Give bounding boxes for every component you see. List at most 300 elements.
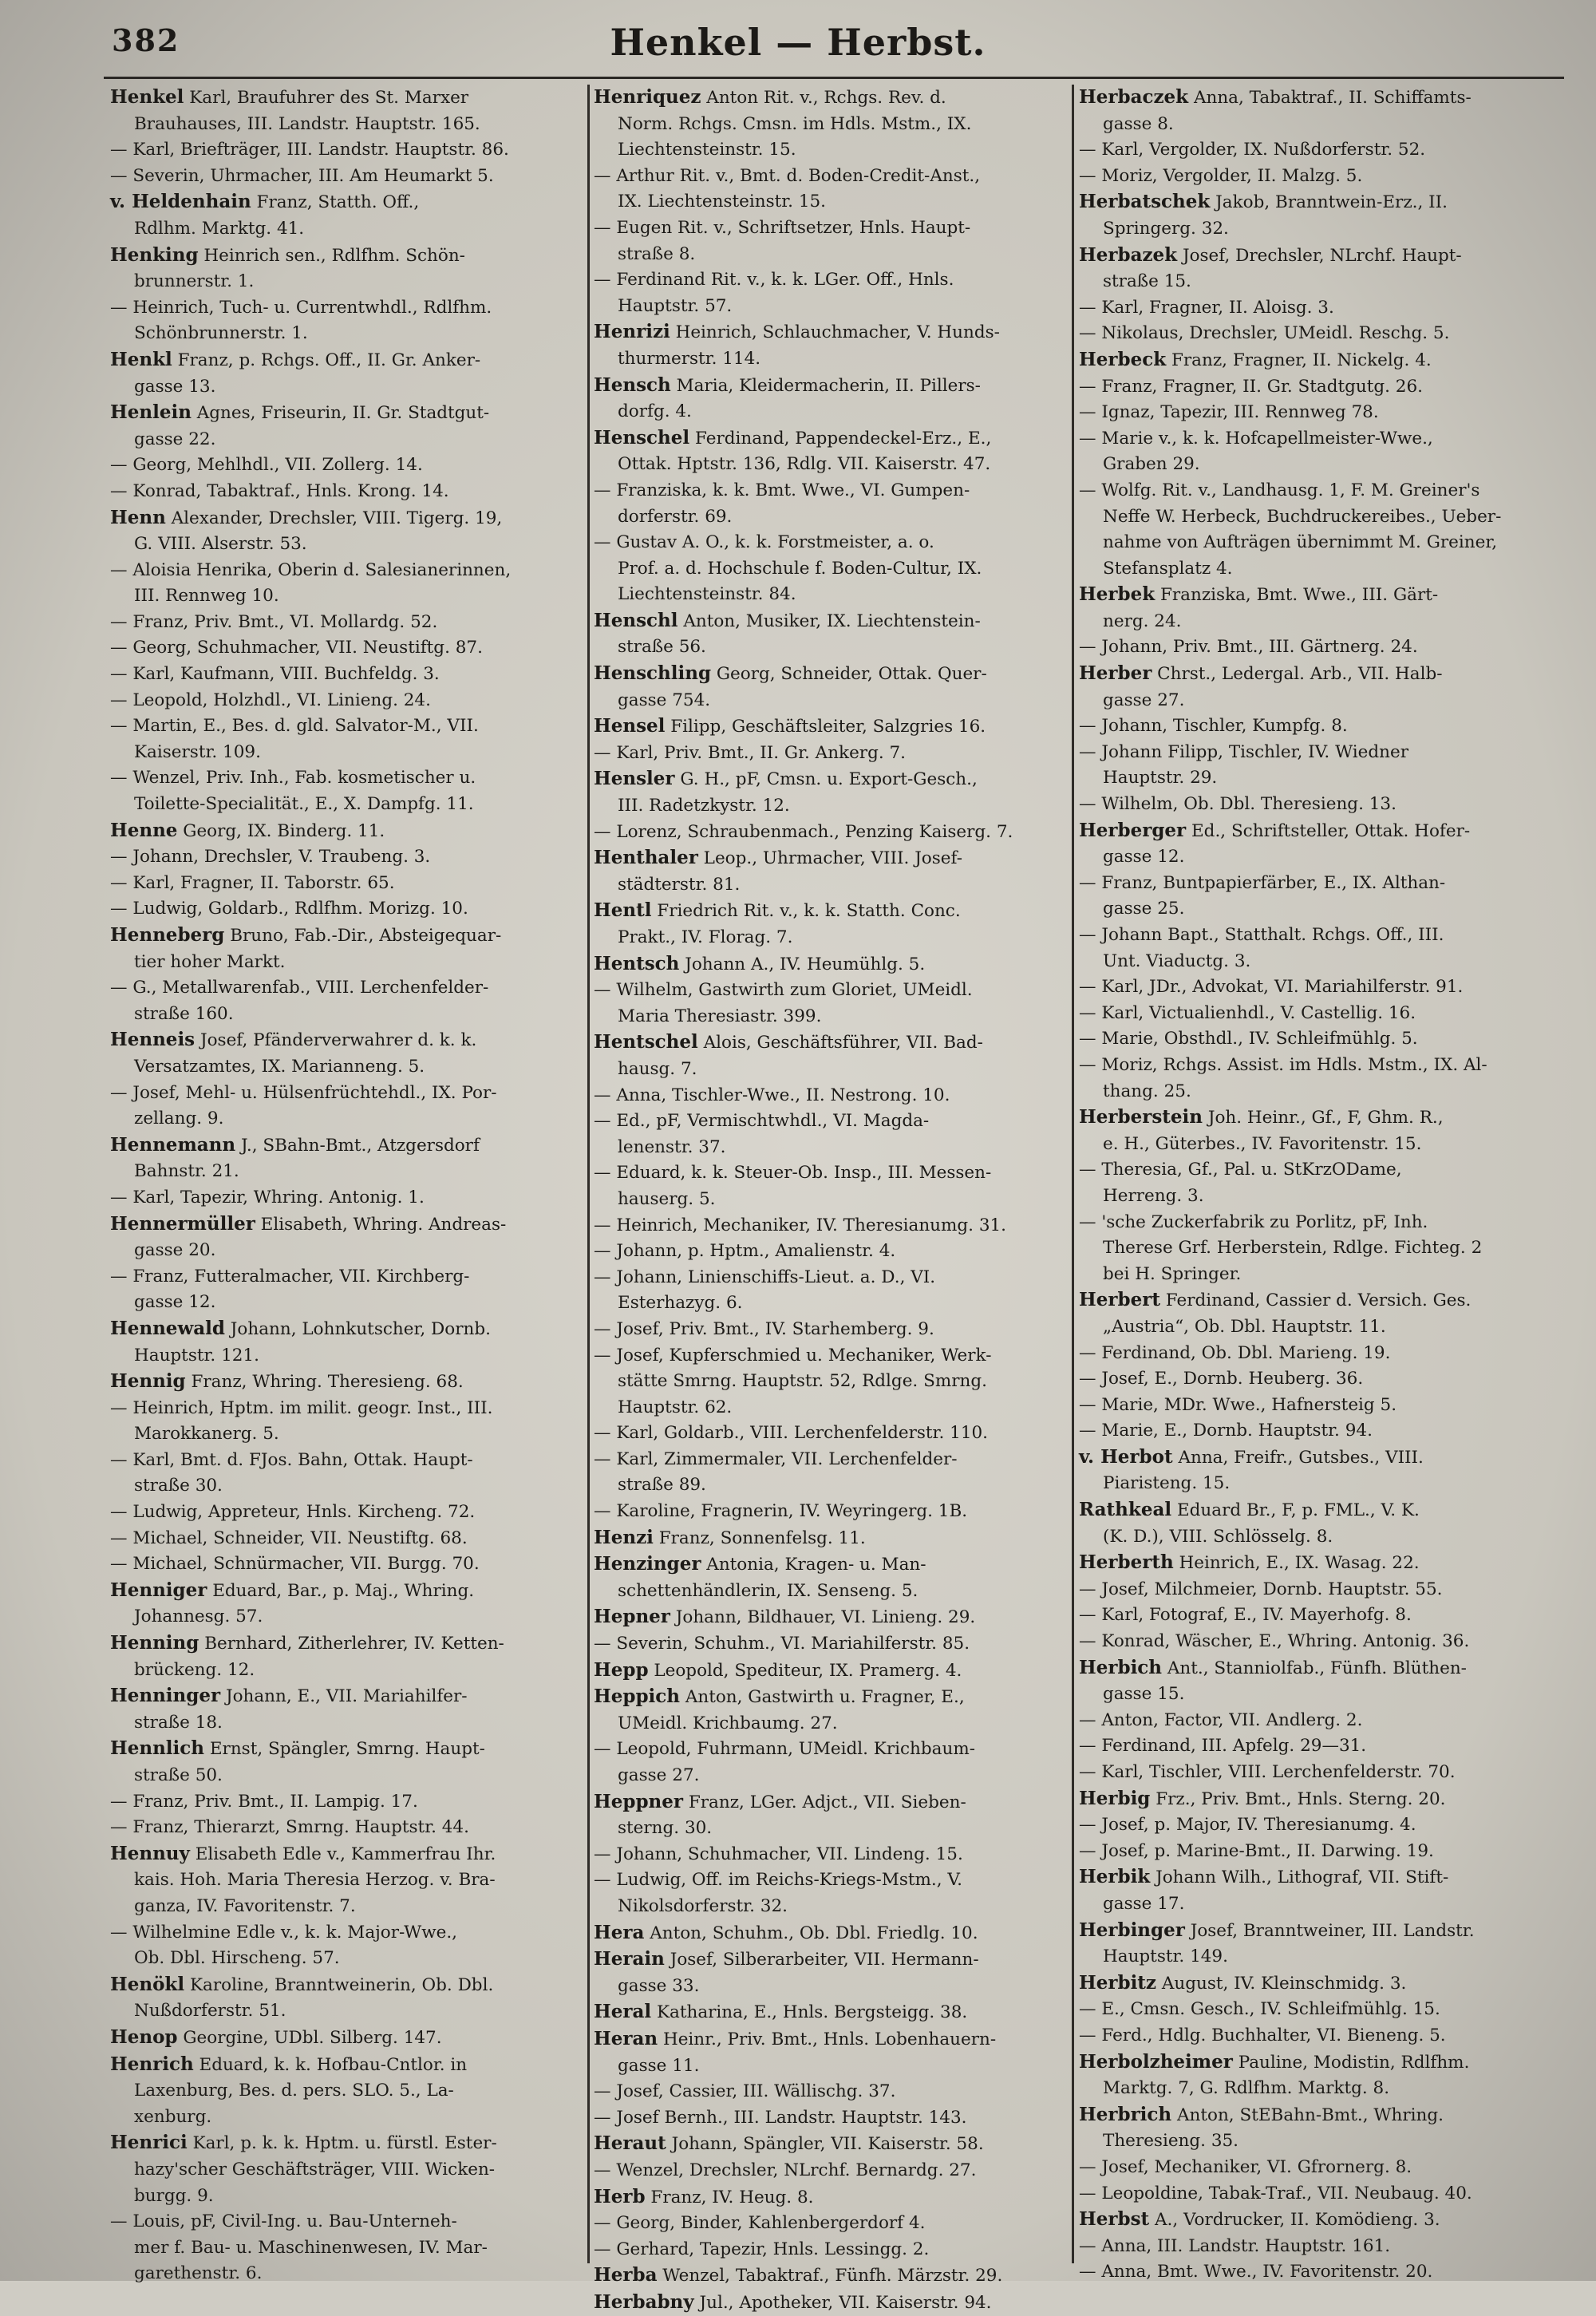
entry-surname: Henrizi [594,321,670,343]
directory-line [1079,216,1550,243]
entry-text: brückeng. 12. [134,1659,255,1680]
directory-line [1079,949,1550,975]
directory-entry [594,1551,1065,1579]
entry-text: — Josef, Mechaniker, VI. Gfrornerg. 8. [1079,2156,1412,2177]
directory-line [594,189,1065,215]
directory-line [1079,765,1550,792]
entry-surname: Hennewald [110,1317,225,1339]
directory-line [1079,295,1550,322]
entry-text: — Eduard, k. k. Steuer-Ob. Insp., III. Messen- [594,1163,992,1184]
directory-line [1079,1001,1550,1027]
directory-line [594,1842,1065,1868]
entry-text: Ob. Dbl. Hirscheng. 57. [134,1948,340,1969]
entry-text: gasse 27. [1103,690,1185,710]
entry-surname: Henschl [594,609,678,631]
entry-text: — Anna, III. Landstr. Hauptstr. 161. [1079,2235,1391,2256]
entry-text: — Karl, Vergolder, IX. Nußdorferstr. 52. [1079,140,1426,160]
entry-text: — Franz, Thierarzt, Smrng. Hauptstr. 44. [110,1817,469,1838]
directory-line [1079,426,1550,453]
entry-text: — Franz, Fragner, II. Gr. Stadtgutg. 26. [1079,376,1423,397]
directory-entry [1079,1287,1550,1314]
directory-entry [110,400,581,427]
directory-line [110,635,581,662]
running-head: Henkel — Herbst. [610,21,986,64]
entry-surname: Herbich [1079,1656,1163,1678]
entry-text: Jakob, Branntwein-Erz., II. [1210,192,1448,213]
entry-text: Agnes, Friseurin, II. Gr. Stadtgut- [191,403,490,424]
directory-line [594,1239,1065,1265]
directory-line [110,374,581,401]
entry-text: (K. D.), VIII. Schlösselg. 8. [1103,1526,1333,1547]
directory-line [1079,1708,1550,1734]
entry-text: Maria Theresiastr. 399. [618,1006,822,1026]
entry-text: straße 8. [618,243,696,264]
entry-text: Johann, Bildhauer, VI. Linieng. 29. [670,1607,976,1628]
directory-entry [110,1316,581,1343]
column-1 [110,85,581,2284]
entry-text: hausg. 7. [618,1058,697,1079]
directory-line [594,215,1065,242]
entry-text: thurmerstr. 114. [618,348,761,369]
entry-text: Springerg. 32. [1103,218,1229,239]
entry-text: gasse 754. [618,690,711,710]
directory-line [1079,634,1550,661]
directory-line [1079,2234,1550,2260]
directory-line [110,295,581,322]
entry-text: — Josef, p. Marine-Bmt., II. Darwing. 19. [1079,1840,1434,1861]
directory-line [1079,2181,1550,2207]
directory-line [110,662,581,688]
directory-entry [594,2184,1065,2211]
entry-text: — Wilhelm, Ob. Dbl. Theresieng. 13. [1079,794,1396,815]
directory-entry [594,1604,1065,1631]
entry-surname: Herberstein [1079,1106,1203,1128]
entry-text: Heinrich sen., Rdlfhm. Schön- [198,245,465,266]
directory-line [1079,923,1550,949]
directory-line [594,2079,1065,2105]
entry-surname: Hensel [594,715,666,737]
directory-line [1079,2023,1550,2049]
entry-surname: Henneberg [110,924,225,946]
directory-entry [594,845,1065,872]
directory-entry [594,85,1065,112]
entry-text: — Ludwig, Off. im Reichs-Kriegs-Mstm., V. [594,1870,962,1891]
entry-text: III. Radetzkystr. 12. [618,796,790,816]
directory-line [110,558,581,584]
entry-text: Hauptstr. 121. [134,1345,259,1365]
entry-surname: Heraut [594,2132,666,2155]
directory-entry [594,1946,1065,1974]
entry-text: zellang. 9. [134,1109,224,1129]
entry-surname: Herbaczek [1079,86,1189,108]
entry-text: Stefansplatz 4. [1103,558,1233,579]
entry-text: burgg. 9. [134,2185,214,2206]
entry-text: Anton, Schuhm., Ob. Dbl. Friedlg. 10. [644,1923,978,1943]
directory-line [594,978,1065,1004]
directory-entry [1079,1786,1550,1813]
directory-entry [1079,189,1550,216]
directory-line [1079,1471,1550,1497]
entry-text: — Franz, Priv. Bmt., II. Lampig. 17. [110,1791,418,1812]
directory-line [110,1106,581,1132]
directory-line [594,1187,1065,1213]
directory-line [110,453,581,479]
entry-text: — Ferdinand, III. Apfelg. 29—31. [1079,1736,1367,1757]
entry-text: — Georg, Schuhmacher, VII. Neustiftg. 87. [110,638,483,658]
directory-line [110,2078,581,2105]
directory-line [110,216,581,243]
directory-line [1079,792,1550,818]
entry-text: — Konrad, Wäscher, E., Whring. Antonig. 36. [1079,1631,1470,1652]
entry-surname: Herberth [1079,1551,1174,1574]
entry-text: Ed., Schriftsteller, Ottak. Hofer- [1186,820,1471,841]
column-divider [587,85,590,2263]
entry-text: brunnerstr. 1. [134,271,255,292]
directory-line [110,1264,581,1290]
directory-line [1079,1733,1550,1760]
directory-line [1079,896,1550,923]
entry-text: gasse 17. [1103,1893,1185,1914]
directory-line [110,1658,581,1684]
entry-text: — Severin, Schuhm., VI. Mariahilferstr. 85. [594,1634,970,1654]
entry-surname: Herbeck [1079,348,1167,370]
directory-line [110,1290,581,1316]
directory-entry [110,1027,581,1054]
entry-text: — Karl, Goldarb., VIII. Lerchenfelderstr. 110. [594,1423,989,1444]
directory-entry [594,2026,1065,2053]
entry-text: — Karl, Bmt. d. FJos. Bahn, Ottak. Haupt- [110,1449,473,1470]
directory-line [594,1974,1065,2000]
entry-text: hazy'scher Geschäftsträger, VIII. Wicken- [134,2159,496,2180]
entry-text: — Josef, Kupferschmied u. Mechaniker, Werk- [594,1345,992,1365]
directory-entry [110,2052,581,2079]
directory-entry [594,1684,1065,1711]
directory-entry [110,243,581,270]
entry-surname: Hennemann [110,1133,236,1156]
entry-text: Johann Wilh., Lithograf, VII. Stift- [1150,1867,1449,1888]
directory-line [110,975,581,1002]
directory-line [594,2105,1065,2132]
entry-text: — Wenzel, Priv. Inh., Fab. kosmetischer u. [110,768,476,788]
directory-line [1079,164,1550,190]
entry-text: — Johann, p. Hptm., Amalienstr. 4. [594,1241,896,1262]
entry-text: Ant., Stanniolfab., Fünfh. Blüthen- [1162,1658,1467,1678]
entry-text: gasse 20. [134,1240,216,1261]
entry-text: — Leopold, Holzhdl., VI. Linieng. 24. [110,690,431,710]
directory-entry [594,1920,1065,1947]
directory-line [594,294,1065,320]
directory-line [594,1290,1065,1317]
directory-line [110,740,581,766]
entry-surname: Hennig [110,1370,186,1393]
directory-entry [1079,2049,1550,2077]
entry-surname: Henop [110,2026,178,2048]
directory-line [1079,740,1550,766]
entry-text: — Josef, E., Dornb. Heuberg. 36. [1079,1369,1364,1389]
entry-text: Karl, Braufuhrer des St. Marxer [184,88,469,108]
entry-surname: Herba [594,2264,658,2286]
directory-line [1079,2128,1550,2155]
directory-line [110,427,581,453]
entry-surname: Henne [110,819,178,841]
entry-text: Ottak. Hptstr. 136, Rdlg. VII. Kaiserstr. 47. [618,454,991,475]
entry-surname: v. Heldenhain [110,191,251,213]
entry-text: Chrst., Ledergal. Arb., VII. Halb- [1152,664,1443,685]
directory-line [1079,1157,1550,1184]
entry-surname: Henthaler [594,847,698,869]
entry-text: — Karl, Zimmermaler, VII. Lerchenfelder- [594,1448,958,1469]
entry-surname: Herbst [1079,2208,1150,2231]
entry-text: — Wenzel, Drechsler, NLrchf. Bernardg. 27. [594,2160,977,2180]
entry-text: Josef, Pfänderverwahrer d. k. k. [195,1030,477,1051]
entry-text: — Lorenz, Schraubenmach., Penzing Kaiserg. 7. [594,821,1013,842]
directory-entry [110,1972,581,1999]
directory-line [594,688,1065,714]
entry-surname: Herbolzheimer [1079,2050,1233,2073]
directory-line [594,1004,1065,1030]
directory-line [110,583,581,610]
entry-surname: Hentschel [594,1031,698,1053]
directory-line [110,1867,581,1894]
entry-text: Georg, IX. Binderg. 11. [177,820,385,841]
entry-text: Prof. a. d. Hochschule f. Boden-Cultur, IX. [618,558,982,579]
entry-text: Bahnstr. 21. [134,1161,239,1182]
entry-surname: Hensler [594,768,675,790]
entry-text: Elisabeth Edle v., Kammerfrau Ihr. [189,1844,496,1864]
directory-entry [1079,85,1550,112]
directory-line [110,950,581,976]
directory-entry [594,951,1065,978]
directory-line [1079,1812,1550,1839]
directory-line [1079,609,1550,635]
entry-text: Eduard, Bar., p. Maj., Whring. [207,1580,475,1601]
directory-entry [1079,1105,1550,1132]
entry-surname: Herain [594,1948,665,1970]
directory-line [1079,478,1550,504]
entry-text: bei H. Springer. [1103,1263,1242,1284]
entry-text: gasse 27. [618,1765,700,1785]
entry-text: — Wilhelm, Gastwirth zum Gloriet, UMeidl. [594,980,973,1001]
entry-surname: Herbabny [594,2290,694,2313]
directory-line [1079,1079,1550,1105]
directory-line [110,2184,581,2210]
directory-line [110,610,581,636]
entry-text: straße 15. [1103,271,1191,292]
entry-text: Katharina, E., Hnls. Bergsteigg. 38. [651,2002,968,2023]
directory-line [110,479,581,505]
entry-text: — Heinrich, Hptm. im milit. geogr. Inst., III. [110,1397,493,1418]
directory-line [1079,137,1550,164]
entry-surname: Henkl [110,348,172,370]
entry-text: Bernhard, Zitherlehrer, IV. Ketten- [199,1634,504,1654]
directory-line [1079,974,1550,1001]
entry-text: — Johann, Linienschiffs-Lieut. a. D., VI. [594,1267,936,1287]
directory-entry [1079,1970,1550,1998]
entry-surname: Herbitz [1079,1971,1156,1994]
entry-text: — G., Metallwarenfab., VIII. Lerchenfelder- [110,978,489,998]
entry-text: sterng. 30. [618,1818,713,1839]
entry-text: — Karl, Kaufmann, VIII. Buchfeldg. 3. [110,664,440,685]
directory-line [594,1083,1065,1109]
entry-text: — Georg, Mehlhdl., VII. Zollerg. 14. [110,455,423,476]
entry-text: Johann, Spängler, VII. Kaiserstr. 58. [666,2134,984,2155]
entry-text: — Anton, Factor, VII. Andlerg. 2. [1079,1709,1363,1730]
entry-text: dorferstr. 69. [618,506,733,527]
entry-text: — Franz, Futteralmacher, VII. Kirchberg- [110,1266,470,1286]
entry-text: Liechtensteinstr. 84. [618,584,796,605]
entry-text: — Karl, JDr., Advokat, VI. Mariahilferstr. 91. [1079,977,1464,998]
entry-text: gasse 22. [134,429,216,449]
entry-surname: Henninger [110,1685,221,1707]
entry-text: Therese Grf. Herberstein, Rdlge. Fichteg. 2 [1103,1238,1483,1259]
directory-line [594,1894,1065,1920]
entry-surname: Herber [1079,662,1152,685]
directory-line [594,1447,1065,1473]
entry-surname: Herbert [1079,1289,1160,1311]
directory-line [110,1448,581,1474]
entry-text: schettenhändlerin, IX. Senseng. 5. [618,1580,918,1601]
directory-line [1079,556,1550,583]
entry-text: — Franz, Buntpapierfärber, E., IX. Althan- [1079,872,1446,893]
entry-text: Anton, Gastwirth u. Fragner, E., [680,1687,965,1708]
entry-text: — Marie, Obsthdl., IV. Schleifmühlg. 5. [1079,1029,1418,1049]
directory-line [1079,1235,1550,1262]
entry-text: nahme von Aufträgen übernimmt M. Greiner, [1103,532,1498,553]
entry-surname: Hera [594,1921,645,1943]
directory-line [110,1421,581,1448]
entry-surname: Hentl [594,899,652,922]
directory-entry [110,1683,581,1710]
entry-text: Franz, p. Rchgs. Off., II. Gr. Anker- [172,350,481,370]
directory-line [594,1057,1065,1083]
entry-text: — Anna, Bmt. Wwe., IV. Favoritenstr. 20. [1079,2262,1433,2282]
entry-text: J., SBahn-Bmt., Atzgersdorf [235,1135,480,1156]
entry-text: — Ludwig, Appreteur, Hnls. Kircheng. 72. [110,1502,476,1523]
entry-text: Liechtensteinstr. 15. [618,140,796,160]
directory-entry [594,2290,1065,2316]
entry-text: gasse 25. [1103,899,1185,919]
entry-text: Georgine, UDbl. Silberg. 147. [177,2027,442,2048]
entry-text: Heinrich, Schlauchmacher, V. Hunds- [670,322,1000,343]
entry-text: Anton Rit. v., Rchgs. Rev. d. [701,88,946,108]
directory-line [1079,1262,1550,1288]
directory-line [1079,112,1550,138]
directory-entry [1079,1918,1550,1945]
entry-text: Anna, Freifr., Gutsbes., VIII. [1172,1447,1424,1468]
entry-surname: Heral [594,2001,652,2023]
entry-text: — Michael, Schnürmacher, VII. Burgg. 70. [110,1554,480,1575]
directory-line [594,556,1065,583]
directory-line [1079,400,1550,426]
entry-text: — Severin, Uhrmacher, III. Am Heumarkt 5. [110,165,494,186]
directory-line [110,2157,581,2184]
entry-text: straße 30. [134,1476,223,1496]
directory-line [594,1711,1065,1737]
directory-entry [594,713,1065,741]
entry-surname: Hepner [594,1606,670,1628]
directory-line [110,2105,581,2131]
entry-text: ganza, IV. Favoritenstr. 7. [134,1895,356,1916]
entry-text: Graben 29. [1103,454,1200,475]
directory-line [110,1763,581,1789]
directory-line [110,2261,581,2287]
entry-text: Heinr., Priv. Bmt., Hnls. Lobenhauern- [658,2029,997,2049]
entry-text: — Johann, Drechsler, V. Traubeng. 3. [110,847,431,868]
directory-line [1079,1210,1550,1236]
entry-text: — Theresia, Gf., Pal. u. StKrzODame, [1079,1160,1402,1180]
directory-entry [594,766,1065,793]
entry-text: — Eugen Rit. v., Schriftsetzer, Hnls. Haupt- [594,217,971,238]
entry-text: lenenstr. 37. [618,1136,726,1157]
entry-text: straße 56. [618,637,706,658]
entry-text: Piaristeng. 15. [1103,1473,1231,1494]
directory-line [110,1815,581,1841]
directory-line [1079,1891,1550,1918]
entry-surname: Henökl [110,1973,185,1995]
entry-text: — Georg, Binder, Kahlenbergerdorf 4. [594,2213,926,2234]
entry-text: Herreng. 3. [1103,1185,1204,1206]
entry-text: gasse 12. [1103,847,1185,868]
entry-text: gasse 8. [1103,113,1174,134]
directory-line [110,2209,581,2235]
directory-entry [110,1132,581,1160]
directory-entry [1079,347,1550,374]
entry-text: Franz, Whring. Theresieng. 68. [185,1372,464,1393]
entry-text: Marktg. 7, G. Rdlfhm. Marktg. 8. [1103,2078,1390,2099]
entry-text: — Karl, Priv. Bmt., II. Gr. Ankerg. 7. [594,742,907,763]
entry-surname: Hentsch [594,952,680,974]
entry-text: — Marie v., k. k. Hofcapellmeister-Wwe., [1079,428,1433,449]
entry-text: — Ferd., Hdlg. Buchhalter, VI. Bieneng. 5. [1079,2025,1446,2045]
entry-surname: Henrich [110,2053,194,2075]
entry-text: — Marie, E., Dornb. Hauptstr. 94. [1079,1421,1373,1441]
directory-line [1079,688,1550,714]
directory-entry [594,425,1065,453]
entry-text: — Karoline, Fragnerin, IV. Weyringerg. 1B. [594,1501,968,1522]
directory-line [594,2211,1065,2237]
directory-line [594,2053,1065,2080]
entry-text: — Marie, MDr. Wwe., Hafnersteig 5. [1079,1394,1397,1415]
entry-text: Toilette-Specialität., E., X. Dampfg. 11. [134,794,474,815]
directory-line [1079,1603,1550,1629]
directory-entry [1079,243,1550,270]
entry-text: — Karl, Fragner, II. Aloisg. 3. [1079,297,1334,318]
entry-text: — Karl, Victualienhdl., V. Castellig. 16. [1079,1002,1416,1023]
directory-line [594,1395,1065,1421]
entry-text: Norm. Rchgs. Cmsn. im Hdls. Mstm., IX. [618,113,972,134]
directory-line [594,530,1065,556]
entry-text: Heinrich, E., IX. Wasag. 22. [1173,1553,1420,1574]
directory-line [110,1604,581,1630]
entry-text: Marokkanerg. 5. [134,1424,279,1445]
entry-text: Theresieng. 35. [1103,2131,1239,2152]
directory-line [110,896,581,923]
directory-line [1079,1053,1550,1079]
entry-text: — Franziska, k. k. Bmt. Wwe., VI. Gumpen- [594,480,970,500]
directory-line [110,532,581,558]
directory-line [110,269,581,295]
directory-entry [594,898,1065,925]
entry-surname: Herbazek [1079,243,1178,266]
directory-entry [1079,1550,1550,1577]
entry-text: Franz, Statth. Off., [251,192,420,213]
entry-text: Prakt., IV. Florag. 7. [618,927,793,947]
entry-text: Karoline, Branntweinerin, Ob. Dbl. [184,1974,494,1995]
directory-line [1079,269,1550,295]
directory-line [110,1894,581,1920]
entry-surname: Herbek [1079,583,1156,606]
entry-text: Filipp, Geschäftsleiter, Salzgries 16. [665,717,986,737]
